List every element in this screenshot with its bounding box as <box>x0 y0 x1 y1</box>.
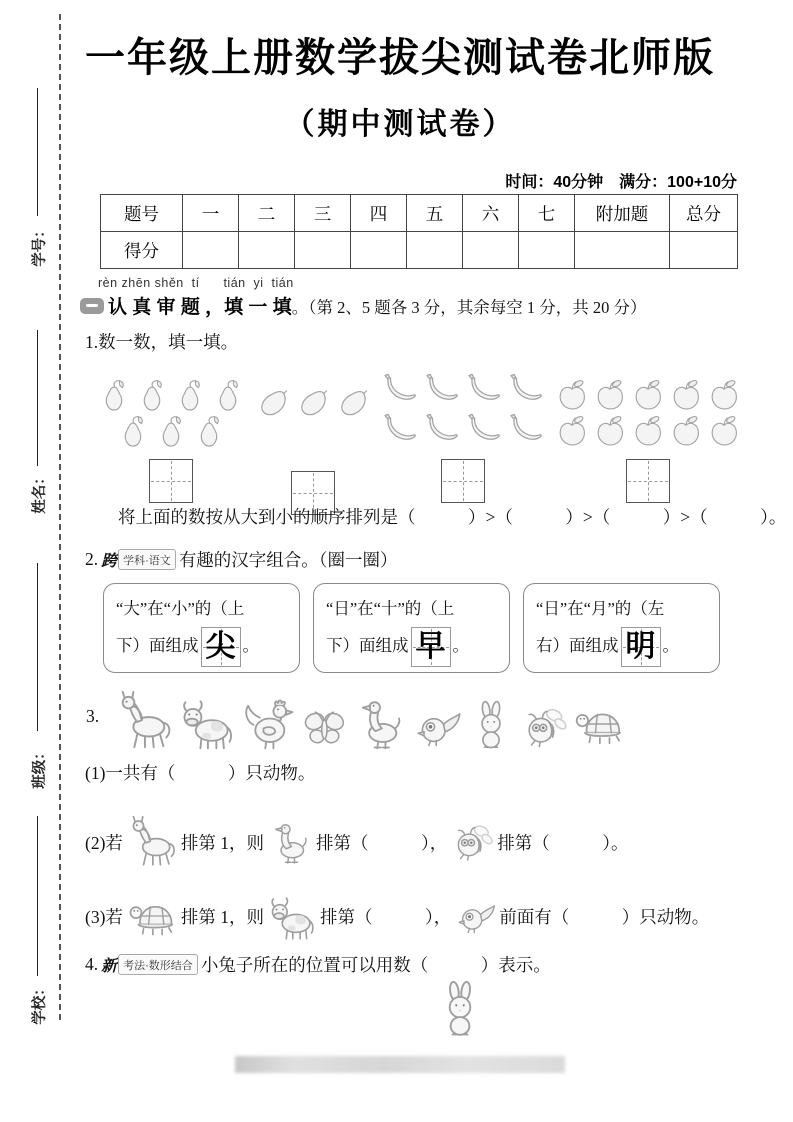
apple-icon <box>706 378 742 414</box>
animal-row <box>112 690 628 752</box>
score-cell-empty[interactable] <box>239 232 295 269</box>
sub3-text: (3)若 <box>85 906 123 927</box>
count-answer-box[interactable] <box>149 459 193 503</box>
mango-icon <box>254 385 292 423</box>
mango-icon <box>294 385 332 423</box>
apple-group <box>553 358 743 515</box>
bee-icon <box>449 819 495 865</box>
pear-icon <box>96 378 132 414</box>
count-answer-box[interactable] <box>441 459 485 503</box>
sub2-text: 排第 1，则 <box>180 832 265 853</box>
banana-icon <box>422 370 462 410</box>
banana-icon <box>464 370 504 410</box>
score-table-header-row <box>101 195 738 232</box>
header-cell: 总分 <box>670 195 738 232</box>
question-3-number: 3. <box>86 706 100 726</box>
card-suffix: 。 <box>242 635 259 655</box>
section-heading-note: 。（第 2、5 题各 3 分，其余每空 1 分，共 20 分） <box>291 297 647 317</box>
paper-subtitle: （期中测试卷） <box>284 108 516 141</box>
character-cards <box>103 583 720 673</box>
card-line1: “大”在“小”的（上 <box>116 599 245 618</box>
pear-icon <box>210 378 246 414</box>
card-line1: “日”在“月”的（左 <box>536 599 665 618</box>
time-score-info: 时间：40分钟 满分：100+10分 <box>505 174 737 191</box>
question-3-sub2[interactable] <box>85 812 629 872</box>
section-heading-text: 认 真 审 题 ，填 一 填 <box>108 297 292 318</box>
score-cell-empty[interactable] <box>295 232 351 269</box>
horse-icon <box>125 815 179 869</box>
header-cell: 题号 <box>101 195 183 232</box>
sub2-text: (2)若 <box>85 832 123 853</box>
new-method-badge-label: 考法·数形结合 <box>118 954 198 975</box>
pear-icon <box>153 414 189 450</box>
rabbit-icon <box>430 980 490 1040</box>
question-2-number: 2. <box>85 549 99 569</box>
school-label: 学校： <box>32 981 48 1025</box>
banana-icon <box>422 410 462 450</box>
rabbit-position-figure <box>430 980 490 1045</box>
apple-icon <box>668 414 704 450</box>
question-1-label: 1.数一数，填一填。 <box>85 332 239 352</box>
score-cell-empty[interactable] <box>407 232 463 269</box>
header-cell: 七 <box>519 195 575 232</box>
new-method-badge-prefix: 新 <box>101 958 118 975</box>
question-4-number: 4. <box>85 954 99 974</box>
apple-icon <box>554 414 590 450</box>
cross-subject-badge <box>101 548 176 571</box>
bee-icon <box>519 702 569 752</box>
apple-icon <box>630 378 666 414</box>
rabbit-icon <box>465 700 517 752</box>
score-cell-empty[interactable] <box>351 232 407 269</box>
mango-group <box>253 358 373 515</box>
banana-icon <box>380 370 420 410</box>
pear-icon <box>134 378 170 414</box>
card-line2: 右）面组成 <box>536 635 619 655</box>
class-label: 班级： <box>32 745 48 789</box>
apple-icon <box>630 414 666 450</box>
name-blank-line[interactable] <box>37 330 38 466</box>
student-id-label: 学号： <box>32 223 48 267</box>
name-label: 姓名： <box>32 470 48 514</box>
banana-icon <box>506 410 546 450</box>
character-writing-box[interactable] <box>201 627 241 667</box>
header-cell: 附加题 <box>575 195 670 232</box>
turtle-icon <box>571 696 627 752</box>
apple-icon <box>668 378 704 414</box>
sub2-text: 排第（ ）， <box>316 832 448 853</box>
character-ming: 明 <box>625 630 656 663</box>
cross-subject-badge-prefix: 跨 <box>101 553 118 570</box>
section-one-heading <box>80 292 646 319</box>
score-cell-empty[interactable] <box>463 232 519 269</box>
sub3-text: 前面有（ ）只动物。 <box>499 906 710 927</box>
card-suffix: 。 <box>452 635 469 655</box>
pear-icon <box>191 414 227 450</box>
goose-icon <box>266 818 314 866</box>
section-one-badge-icon <box>80 298 104 314</box>
score-row-label: 得分 <box>101 232 183 269</box>
watermark-bar <box>235 1056 565 1073</box>
goose-icon <box>351 694 409 752</box>
section-pinyin: rèn zhēn shěn tí tián yi tián <box>98 276 294 290</box>
horse-icon <box>113 690 175 752</box>
cross-subject-badge-label: 学科·语文 <box>118 549 176 570</box>
character-zao: 早 <box>415 630 446 663</box>
class-blank-line[interactable] <box>37 563 38 731</box>
sub2-text: 排第（ ）。 <box>497 832 629 853</box>
character-card-zao <box>313 583 510 673</box>
question-3-sub3[interactable] <box>85 886 709 946</box>
card-suffix: 。 <box>662 635 679 655</box>
paper-title: 一年级上册数学拔尖测试卷北师版 <box>85 36 715 80</box>
banana-icon <box>506 370 546 410</box>
cut-dashed-line <box>59 14 61 1020</box>
banana-icon <box>464 410 504 450</box>
question-4-text[interactable]: 小兔子所在的位置可以用数（ ）表示。 <box>200 955 551 975</box>
card-line2: 下）面组成 <box>326 635 409 655</box>
banana-group <box>379 358 547 515</box>
score-cell-empty[interactable] <box>519 232 575 269</box>
mango-icon <box>334 385 372 423</box>
chicken-icon <box>239 694 297 752</box>
apple-icon <box>554 378 590 414</box>
character-card-ming <box>523 583 720 673</box>
score-table <box>100 194 738 269</box>
fruit-groups <box>95 358 743 515</box>
apple-icon <box>706 414 742 450</box>
student-id-blank-line[interactable] <box>37 88 38 216</box>
score-table-score-row <box>101 232 738 269</box>
pear-icon <box>172 378 208 414</box>
school-blank-line[interactable] <box>37 816 38 976</box>
new-method-badge <box>101 953 198 976</box>
sub3-text: 排第（ ）， <box>320 906 452 927</box>
question-1-order-line[interactable]: 将上面的数按从大到小的顺序排列是（ ）>（ ）>（ ）>（ ）。 <box>118 507 787 527</box>
bird-icon <box>411 700 463 752</box>
pear-icon <box>115 414 151 450</box>
header-cell: 三 <box>295 195 351 232</box>
score-cell-empty[interactable] <box>575 232 670 269</box>
question-2-text: 有趣的汉字组合。（圈一圈） <box>178 550 398 570</box>
question-3-sub1[interactable]: (1)一共有（ ）只动物。 <box>85 763 316 783</box>
pear-group <box>95 358 247 515</box>
bird-icon <box>453 894 497 938</box>
character-card-jian <box>103 583 300 673</box>
character-jian: 尖 <box>205 630 236 663</box>
banana-icon <box>380 410 420 450</box>
cow-icon <box>266 890 318 942</box>
score-cell-empty[interactable] <box>183 232 239 269</box>
header-cell: 二 <box>239 195 295 232</box>
question-2-label <box>85 547 398 572</box>
turtle-icon <box>125 889 179 943</box>
card-line2: 下）面组成 <box>116 635 199 655</box>
card-line1: “日”在“十”的（上 <box>326 599 455 618</box>
apple-icon <box>592 378 628 414</box>
character-writing-box[interactable] <box>411 627 451 667</box>
header-cell: 六 <box>463 195 519 232</box>
character-writing-box[interactable] <box>621 627 661 667</box>
header-cell: 一 <box>183 195 239 232</box>
header-cell: 四 <box>351 195 407 232</box>
butterfly-icon <box>299 702 349 752</box>
count-answer-box[interactable] <box>626 459 670 503</box>
sub3-text: 排第 1，则 <box>180 906 265 927</box>
cow-icon <box>177 692 237 752</box>
question-4-label <box>85 952 551 977</box>
header-cell: 五 <box>407 195 463 232</box>
score-cell-empty[interactable] <box>670 232 738 269</box>
apple-icon <box>592 414 628 450</box>
